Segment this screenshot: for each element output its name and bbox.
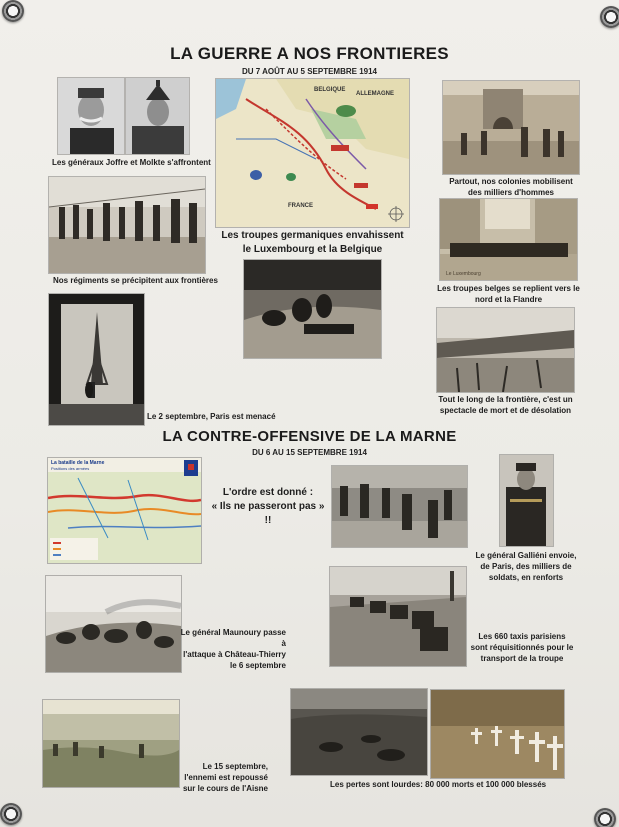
caption-gallieni-line3: soldats, en renforts	[488, 573, 564, 582]
caption-colonies-line2: des milliers d'hommes	[468, 188, 554, 197]
caption-maunoury-line3: le 6 septembre	[229, 661, 286, 670]
caption-joffre-moltke: Les généraux Joffre et Molkte s'affrontent	[52, 158, 211, 167]
caption-taxis-line1: Les 660 taxis parisiens	[478, 632, 566, 641]
caption-pertes: Les pertes sont lourdes: 80 000 morts et 100 000 blessés	[330, 780, 547, 789]
caption-troupes-germaniques-line2: le Luxembourg et la Belgique	[242, 244, 383, 255]
caption-aisne	[170, 761, 268, 794]
moltke-photo	[126, 78, 189, 154]
grommet-top-right	[600, 6, 619, 28]
section1-title: LA GUERRE A NOS FRONTIERES	[170, 44, 449, 63]
caption-taxis-line3: transport de la troupe	[480, 654, 564, 663]
caption-frontiere-line1: Tout le long de la frontière, c'est un	[438, 395, 573, 404]
gallieni-photo	[500, 455, 553, 546]
caption-aisne-line3: sur le cours de l'Aisne	[182, 784, 268, 793]
caption-gallieni-line1: Le général Galliéni envoie,	[475, 551, 577, 560]
caption-frontiere-line2: spectacle de mort et de désolation	[439, 406, 572, 415]
grommet-bottom-right	[594, 808, 616, 827]
caption-taxis	[466, 631, 578, 664]
caption-frontiere	[434, 394, 577, 416]
svg-text:Le Luxembourg: Le Luxembourg	[446, 271, 481, 277]
map2-subheading: Positions des armées	[51, 466, 90, 471]
ordre-message	[208, 486, 328, 528]
section2-title: LA CONTRE-OFFENSIVE DE LA MARNE	[162, 428, 457, 445]
caption-aisne-line1: Le 15 septembre,	[202, 762, 268, 771]
caption-maunoury-line1: Le général Maunoury passe à	[180, 628, 286, 648]
caption-belges-line2: nord et la Flandre	[474, 295, 543, 304]
regiments-photo	[49, 177, 205, 273]
aisne-photo	[43, 700, 179, 787]
maunoury-photo	[46, 576, 181, 672]
map2-heading: La bataille de la Marne	[51, 460, 105, 466]
caption-gallieni	[462, 550, 590, 583]
ordre-line1: L'ordre est donné :	[222, 487, 314, 498]
eiffel-photo	[49, 294, 144, 425]
map-label-belgique: BELGIQUE	[314, 87, 346, 93]
joffre-photo	[58, 78, 124, 154]
caption-maunoury	[180, 627, 286, 671]
belges-photo	[440, 199, 577, 280]
grommet-top-left	[2, 0, 24, 22]
caption-paris-menace: Le 2 septembre, Paris est menacé	[147, 412, 276, 421]
colonies-photo	[443, 81, 579, 174]
map-label-france: FRANCE	[288, 203, 313, 209]
caption-colonies-line1: Partout, nos colonies mobilisent	[449, 177, 573, 186]
caption-gallieni-line2: de Paris, des milliers de	[480, 562, 572, 571]
battlefield-photo	[291, 689, 427, 775]
caption-troupes-germaniques-line1: Les troupes germaniques envahissent	[221, 230, 404, 241]
frontiere-photo	[437, 308, 574, 392]
graves-photo	[431, 690, 564, 778]
map-label-allemagne: ALLEMAGNE	[356, 91, 394, 97]
section2-subtitle: DU 6 AU 15 SEPTEMBRE 1914	[252, 448, 367, 457]
section1-subtitle: DU 7 AOÛT AU 5 SEPTEMBRE 1914	[242, 67, 377, 76]
taxis-photo	[330, 567, 466, 666]
caption-troupes-germaniques	[216, 229, 409, 257]
caption-regiments: Nos régiments se précipitent aux frontières	[53, 276, 218, 285]
caption-colonies	[440, 176, 582, 198]
caption-belges	[437, 283, 580, 305]
map-invasion	[216, 79, 409, 227]
map-marne	[48, 458, 201, 563]
soldats-photo	[332, 466, 467, 547]
trench-photo	[244, 260, 381, 358]
caption-belges-line1: Les troupes belges se replient vers le	[437, 284, 580, 293]
caption-taxis-line2: sont réquisitionnés pour le	[470, 643, 574, 652]
ordre-line2: « Ils ne passeront pas » !!	[211, 501, 325, 526]
grommet-bottom-left	[0, 803, 22, 825]
caption-aisne-line2: l'ennemi est repoussé	[184, 773, 268, 782]
caption-maunoury-line2: l'attaque à Château-Thierry	[183, 650, 286, 659]
